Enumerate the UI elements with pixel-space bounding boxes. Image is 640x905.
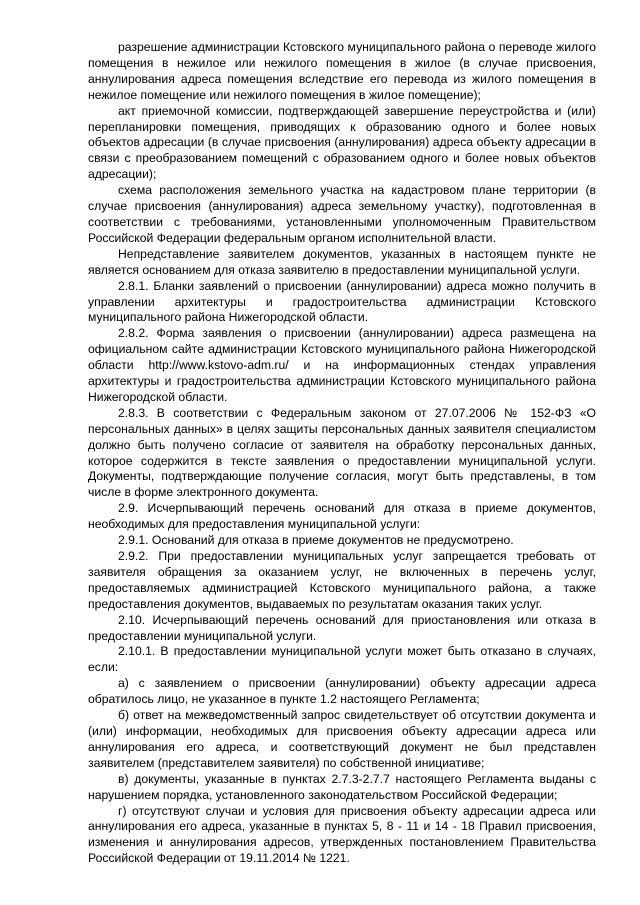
paragraph-non-submission: Непредставление заявителем документов, указанных в настоящем пункте не является основанием для отказа заявителю в предоставлении муниципальной услуги.	[88, 246, 596, 277]
paragraph-2-10-1: 2.10.1. В предоставлении муниципальной услуги может быть отказано в случаях, если:	[88, 644, 596, 675]
paragraph-item-v: в) документы, указанные в пунктах 2.7.3-2.7.7 настоящего Регламента выданы с нарушением порядка, установленного законодательством Российской Федерации;	[88, 771, 596, 802]
paragraph-acceptance-act: акт приемочной комиссии, подтверждающей завершение переустройства и (или) перепланировки помещения, приводящих к образованию одного и более новых объектов адресации (в случае присвоения (аннулирования) адреса объекту адресации в связи с преобразованием помещений с образованием одного и более новых объектов адресации);	[88, 103, 596, 182]
paragraph-land-plot-scheme: схема расположения земельного участка на кадастровом плане территории (в случае присвоения (аннулирования) адреса земельному участку), подготовленная в соответствии с требованиями, установленными уполномоченным Правительством Российской Федерации федеральным органом исполнительной власти.	[88, 183, 596, 245]
paragraph-item-a: а) с заявлением о присвоении (аннулировании) объекту адресации адреса обратилось лицо, не указанное в пункте 1.2 настоящего Регламента;	[88, 676, 596, 707]
paragraph-permission-transfer: разрешение администрации Кстовского муниципального района о переводе жилого помещения в нежилое или нежилого помещения в жилое (в случае присвоения, аннулирования адреса помещения вследствие его перевода из жилого помещения в нежилое помещение или нежилого помещения в жилое помещение);	[88, 40, 596, 102]
document-page	[88, 40, 596, 867]
paragraph-2-8-3: 2.8.3. В соответствии с Федеральным законом от 27.07.2006 № 152-ФЗ «О персональных данных» в целях защиты персональных данных заявителя специалистом должно быть получено согласие от заявителя на обработку персональных данных, которое содержится в тексте заявления о предоставлении муниципальной услуги. Документы, подтверждающие получение согласия, могут быть представлены, в том числе в форме электронного документа.	[88, 405, 596, 500]
paragraph-2-8-1: 2.8.1. Бланки заявлений о присвоении (аннулировании) адреса можно получить в управлении архитектуры и градостроительства администрации Кстовского муниципального района Нижегородской области.	[88, 278, 596, 325]
paragraph-item-b: б) ответ на межведомственный запрос свидетельствует об отсутствии документа и (или) информации, необходимых для присвоения объекту адресации адреса или аннулирования его адреса, и соответствующий документ не был представлен заявителем (представителем заявителя) по собственной инициативе;	[88, 708, 596, 770]
paragraph-2-10: 2.10. Исчерпывающий перечень оснований для приостановления или отказа в предоставлении муниципальной услуги.	[88, 612, 596, 643]
paragraph-2-9-2: 2.9.2. При предоставлении муниципальных услуг запрещается требовать от заявителя обращения за оказанием услуг, не включенных в перечень услуг, предоставляемых администрацией Кстовского муниципального района, а также предоставления документов, выдаваемых по результатам оказания таких услуг.	[88, 549, 596, 611]
paragraph-item-g: г) отсутствуют случаи и условия для присвоения объекту адресации адреса или аннулирования его адреса, указанные в пунктах 5, 8 - 11 и 14 - 18 Правил присвоения, изменения и аннулирования адресов, утвержденных постановлением Правительства Российской Федерации от 19.11.2014 № 1221.	[88, 803, 596, 866]
paragraph-2-8-2: 2.8.2. Форма заявления о присвоении (аннулировании) адреса размещена на официальном сайте администрации Кстовского муниципального района Нижегородской области http://www.kstovo-adm.ru/ и на информационных стендах управления архитектуры и градостроительства администрации Кстовского муниципального района Нижегородской области.	[88, 326, 596, 404]
paragraph-2-9-1: 2.9.1. Оснований для отказа в приеме документов не предусмотрено.	[118, 533, 514, 548]
paragraph-2-9: 2.9. Исчерпывающий перечень оснований для отказа в приеме документов, необходимых для предоставления муниципальной услуги:	[88, 501, 596, 532]
